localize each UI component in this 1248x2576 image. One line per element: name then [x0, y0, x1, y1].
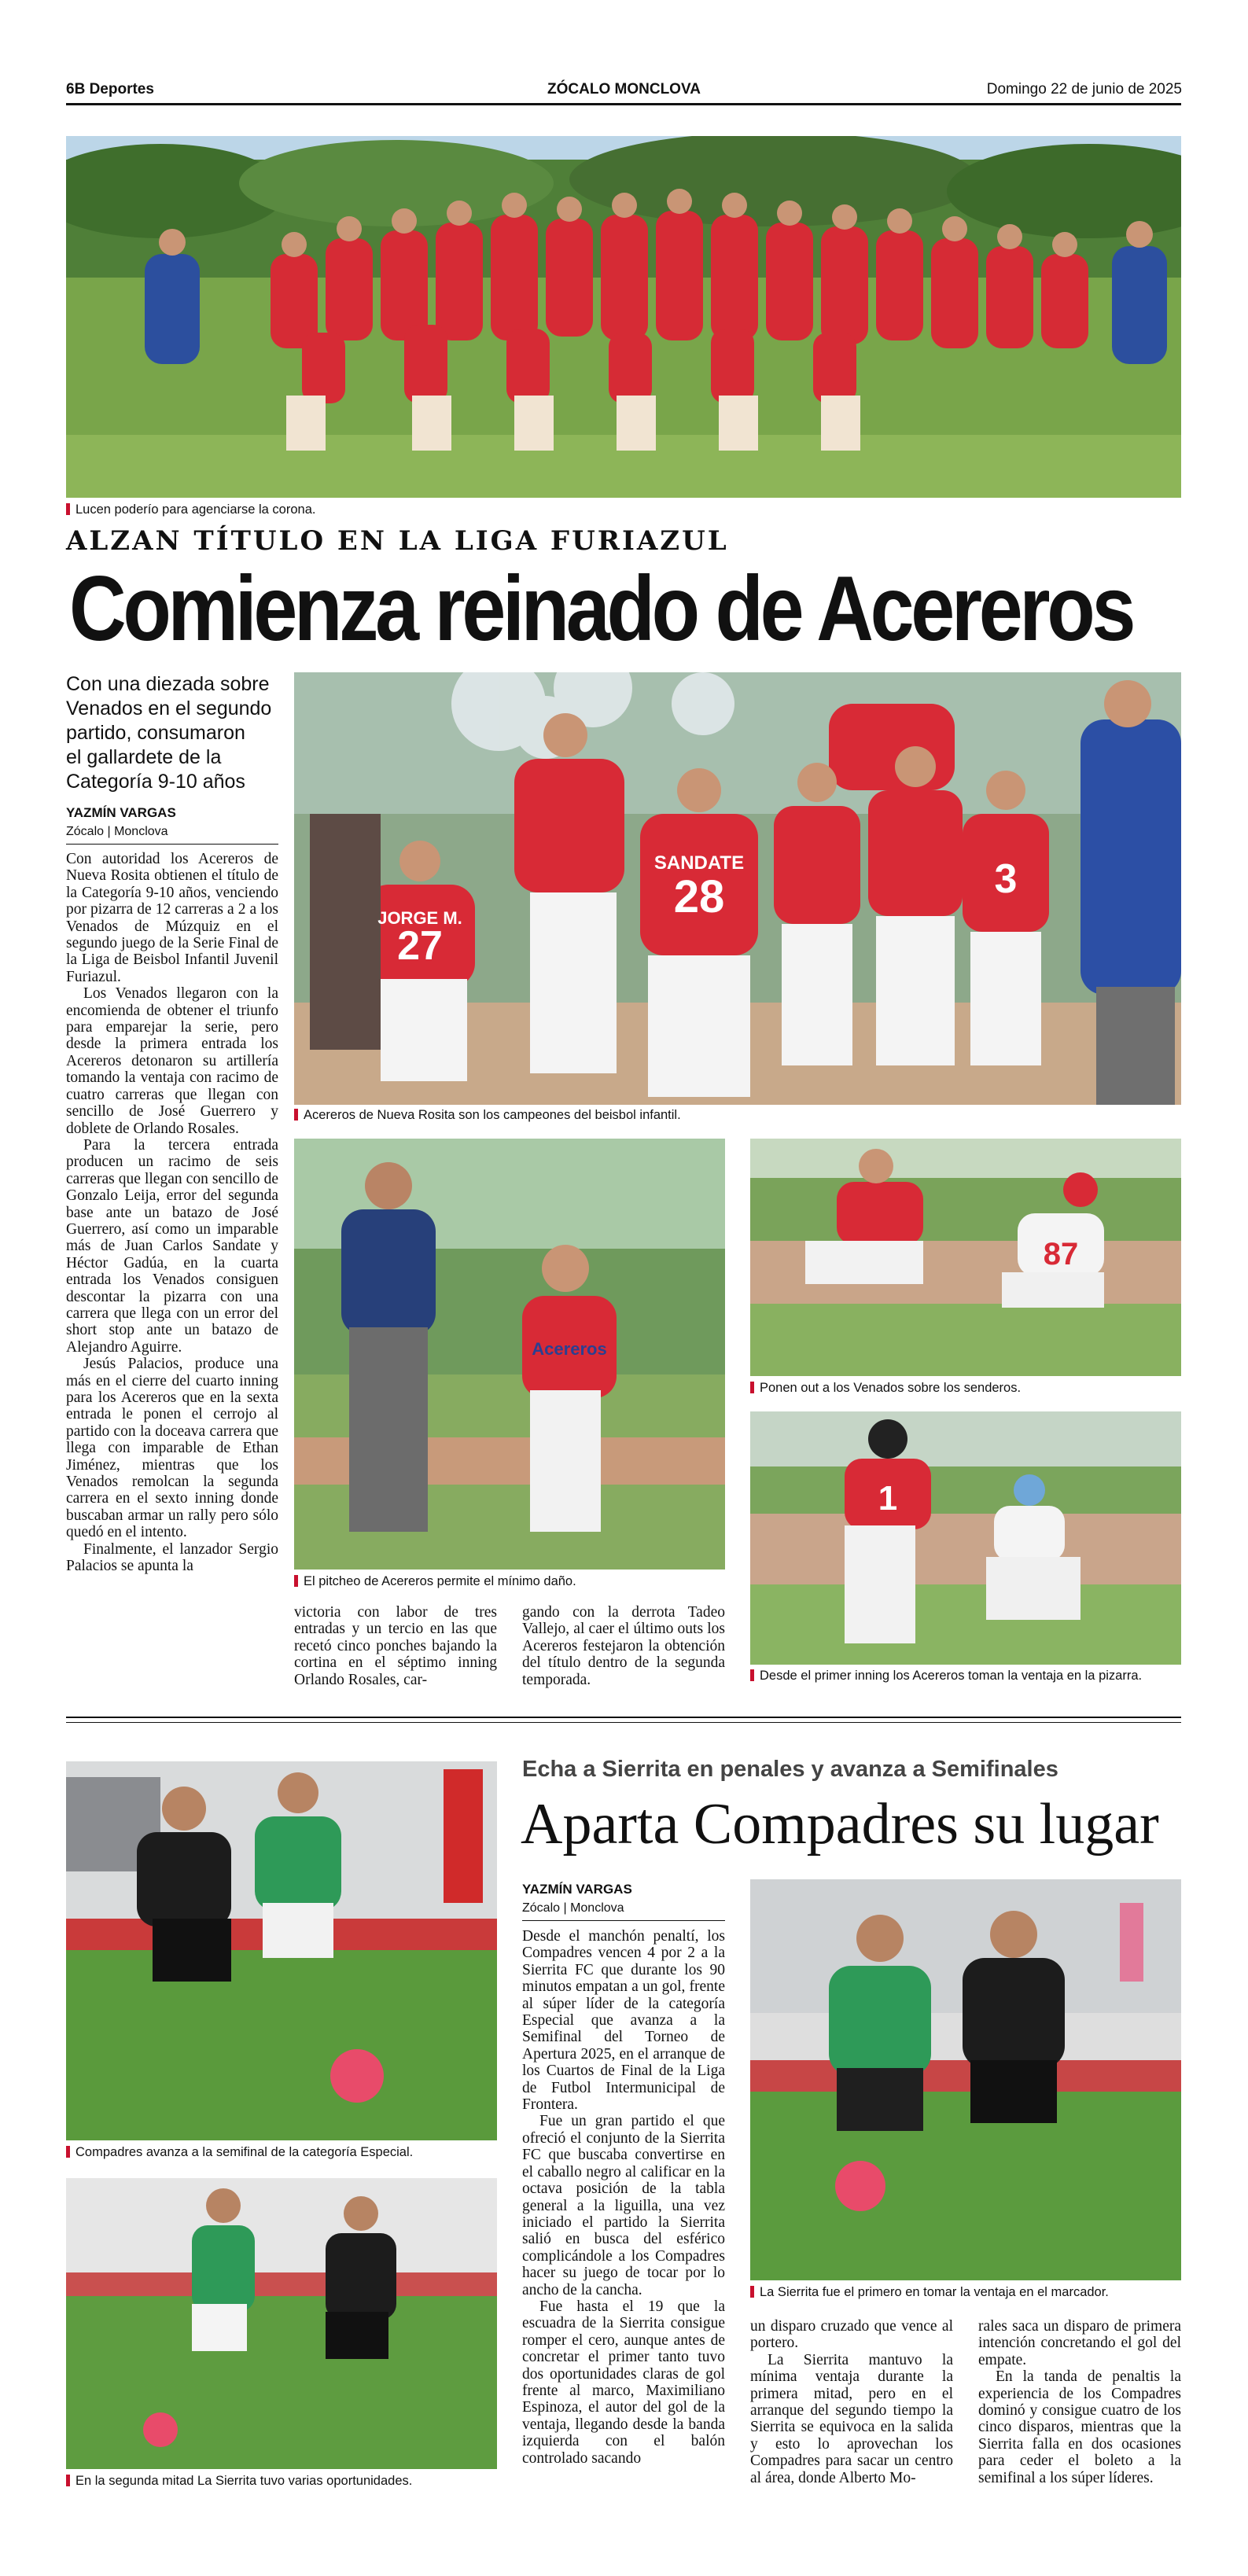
- runner-photo: [750, 1411, 1181, 1665]
- caption-marker: [750, 1669, 754, 1681]
- caption-marker: [750, 2286, 754, 2298]
- story1-column-1: Con autoridad los Acereros de Nueva Rosita obtienen el título de la Categoría 9-10 años, venciendo por pizarra de 12 carreras a 2 a los Venados de Múzquiz en el segundo juego de la Serie Final de la Liga de Beisbol Infantil Juvenil Furiazul. Los Venados llegaron con la encomienda de obtener el triunfo para emparejar la serie, pero desde la primera entrada los Acereros detonaron su artillería tomando la ventaja con racimo de cuatro carreras que llegan con sencillo de José Guerrero y doblete de Orlando Rosales. Para la tercera entrada producen un racimo de seis carreras que llegan con sencillo de Gonzalo Leija, error del segunda base ante un batazo de José Guerrero, así como un imparable más de Juan Carlos Sandate y Héctor Gadúa, en la cuarta entrada los Venados consiguen descontar la pizarra con una carrera que llega con un error del short stop ante un batazo de Alejandro Aguirre. Jesús Palacios, produce una más en el cierre del cuarto inning para los Acereros que en la sexta entrada le ponen el cerrojo al partido con la doceava carrera que llega con imparable de Ethan Jiménez, mientras que los Venados remolcan la segunda carrera en el sexto inning donde buscaban armar un rally pero sólo quedó en el intento. Finalmente, el lanzador Sergio Palacios se apunta la: [66, 851, 278, 1575]
- story1-byline-place: Zócalo | Monclova: [66, 825, 168, 838]
- tag-out-photo: [750, 1139, 1181, 1376]
- caption-marker: [66, 2475, 70, 2486]
- jersey-number-28: 28: [673, 871, 725, 922]
- jersey-team-name: Acereros: [532, 1339, 607, 1359]
- story1-kicker: ALZAN TÍTULO EN LA LIGA FURIAZUL: [66, 525, 729, 557]
- story2-column-2: un disparo cruzado que vence al portero. La Sierrita mantuvo la mínima ventaja durante la primera mitad, pero en el arranque del segundo tiempo la Sierrita se equivoca en la salida y esto lo aprovechan los Compadres para sacar un centro al área, donde Alberto Mo-: [750, 2318, 953, 2486]
- story2-headline: Aparta Compadres su lugar: [521, 1792, 1159, 1857]
- caption-soccer-3: La Sierrita fue el primero en tomar la ventaja en el marcador.: [750, 2284, 1109, 2300]
- soccer-photo-2: [66, 2178, 497, 2469]
- caption-soccer-1: Compadres avanza a la semifinal de la categoría Especial.: [66, 2144, 413, 2160]
- story1-headline: Comienza reinado de Acereros: [69, 557, 1133, 660]
- story1-column-3: gando con la derrota Tadeo Vallejo, al caer el último outs los Acereros festejaron la obtención del título dentro de la segunda temporada.: [522, 1604, 725, 1688]
- pitcher-photo: [294, 1139, 725, 1570]
- jersey-number-1: 1: [878, 1479, 898, 1518]
- caption-tag-out: Ponen out a los Venados sobre los senderos.: [750, 1380, 1021, 1396]
- caption-marker: [294, 1109, 298, 1121]
- caption-marker: [66, 2146, 70, 2158]
- caption-marker: [66, 503, 70, 515]
- newspaper-name: ZÓCALO MONCLOVA: [547, 81, 701, 98]
- story1-column-2: victoria con labor de tres entradas y un tercio en las que recetó cinco ponches bajando la cortina en el séptimo inning Orlando Rosales, car-: [294, 1604, 497, 1688]
- caption-marker: [294, 1575, 298, 1587]
- header-rule: [66, 103, 1181, 105]
- story2-byline: YAZMÍN VARGAS: [522, 1882, 632, 1897]
- section-label: 6B Deportes: [66, 81, 154, 98]
- jersey-name-28: SANDATE: [653, 852, 745, 874]
- byline-rule: [66, 844, 278, 845]
- story1-deck: Con una diezada sobre Venados en el segundo partido, consumaron el gallardete de la Categoría 9-10 años: [66, 673, 272, 793]
- story2-byline-place: Zócalo | Monclova: [522, 1901, 624, 1915]
- caption-team-photo: Lucen poderío para agenciarse la corona.: [66, 502, 315, 517]
- story-divider: [66, 1717, 1181, 1718]
- soccer-photo-3: [750, 1879, 1181, 2280]
- byline-rule-2: [522, 1920, 725, 1921]
- team-photo: [66, 136, 1181, 498]
- caption-marker: [750, 1382, 754, 1393]
- jersey-name-27: JORGE M.: [377, 908, 462, 928]
- story1-byline: YAZMÍN VARGAS: [66, 805, 176, 820]
- issue-date: Domingo 22 de junio de 2025: [986, 81, 1182, 98]
- caption-runner: Desde el primer inning los Acereros toman la ventaja en la pizarra.: [750, 1668, 1142, 1684]
- story2-column-3: rales saca un disparo de primera intención concretando el gol del empate. En la tanda de penaltis la experiencia de los Compadres dominó y consigue cuatro de los cinco disparos, mientras que la Sierrita falla en dos ocasiones para ceder el boleto a la semifinal a los súper líderes.: [978, 2318, 1181, 2486]
- caption-celebration: Acereros de Nueva Rosita son los campeones del beisbol infantil.: [294, 1107, 681, 1123]
- caption-soccer-2: En la segunda mitad La Sierrita tuvo varias oportunidades.: [66, 2473, 412, 2489]
- jersey-number-3: 3: [994, 856, 1018, 902]
- jersey-number-27: 27: [397, 923, 443, 969]
- soccer-photo-1: [66, 1761, 497, 2140]
- jersey-number-87: 87: [1043, 1237, 1079, 1271]
- caption-pitcher: El pitcheo de Acereros permite el mínimo daño.: [294, 1573, 576, 1589]
- celebration-photo: [294, 672, 1181, 1105]
- story2-column-1: Desde el manchón penaltí, los Compadres vencen 4 por 2 a la Sierrita FC que durante los 90 minutos empatan a un gol, frente al súper líder de la categoría Especial que avanza a la Semifinal del Torneo de Apertura 2025, en el arranque de los Cuartos de Final de la Liga de Futbol Intermunicipal de Frontera. Fue un gran partido el que ofreció el conjunto de la Sierrita FC que buscaba convertirse en el caballo negro al calificar en la octava posición de la tabla general a la liguilla, una vez iniciado el partido la Sierrita salió en busca del esférico complicándole a los Compadres hacer su juego de tocar por lo ancho de la cancha. Fue hasta el 19 que la escuadra de la Sierrita consigue romper el cero, aunque antes de concretar el primer tanto tuvo dos oportunidades claras de gol frente al marco, Maximiliano Espinoza, el autor del gol de la ventaja, llegando desde la banda izquierda con el balón controlado sacando: [522, 1928, 725, 2467]
- story2-kicker: Echa a Sierrita en penales y avanza a Semifinales: [522, 1757, 1058, 1782]
- story-divider-thin: [66, 1722, 1181, 1723]
